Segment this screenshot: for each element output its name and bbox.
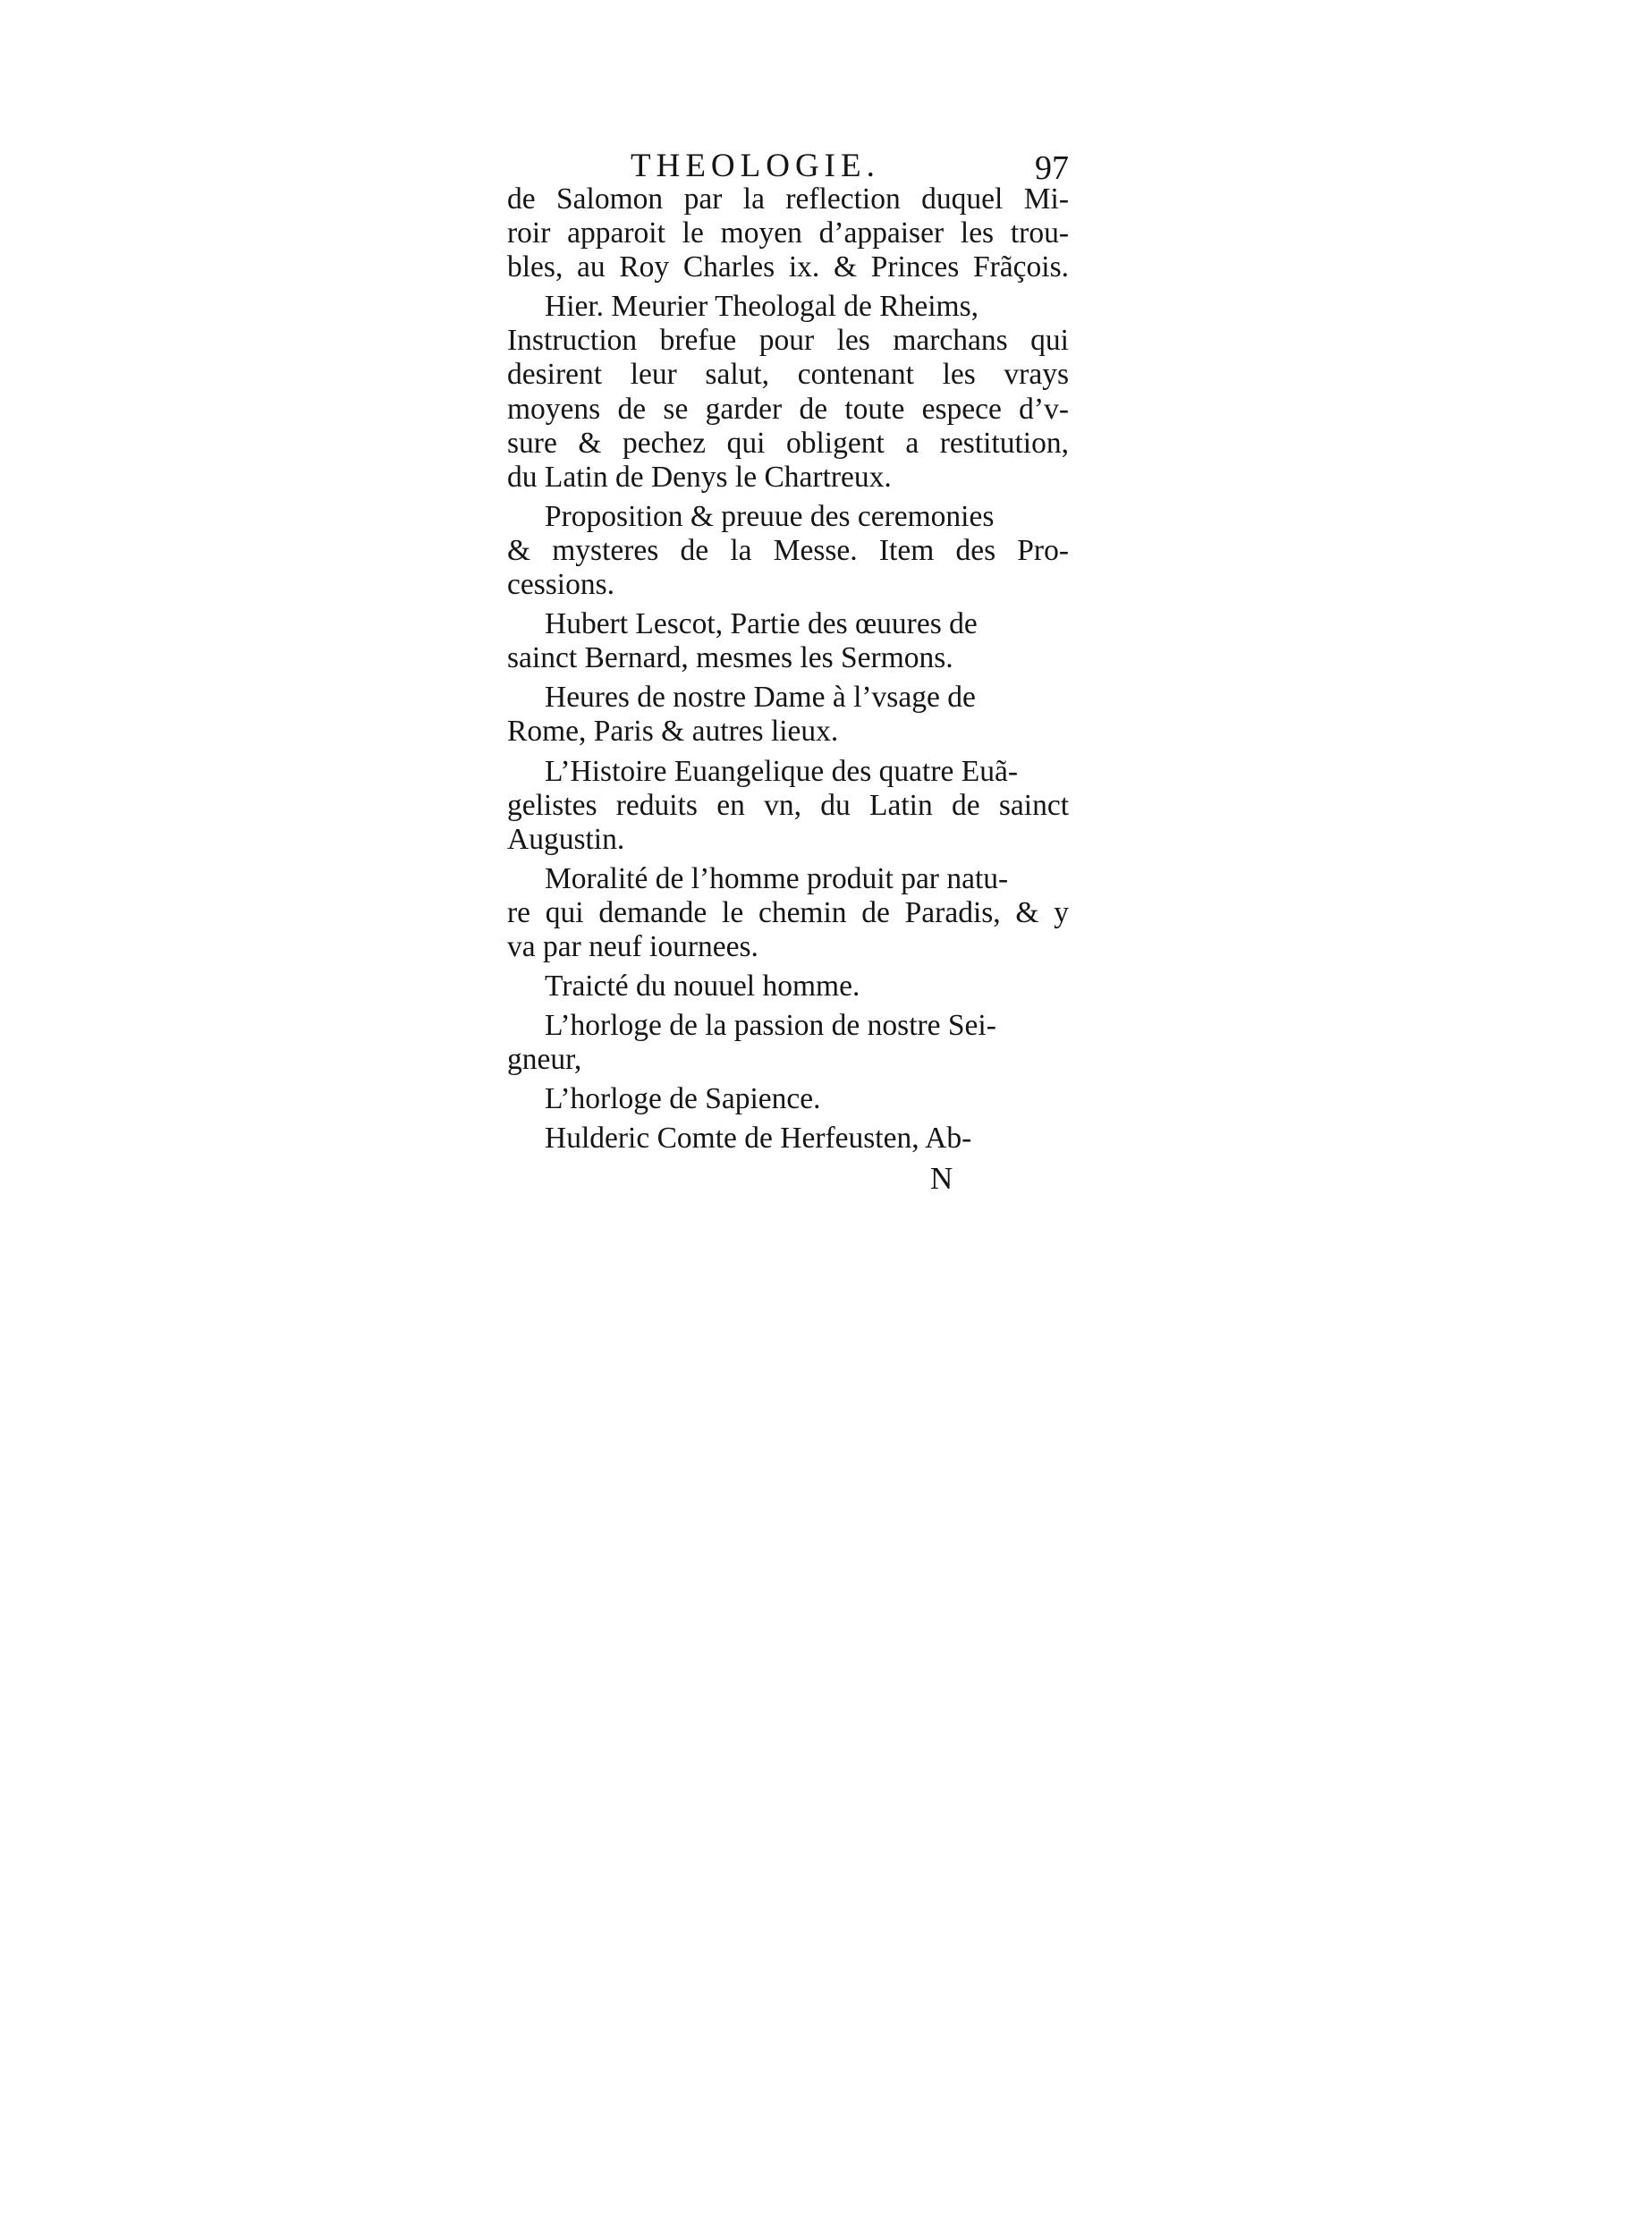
entry: [507, 755, 1069, 857]
entry-line: Hier. Meurier Theologal de Rheims,: [545, 290, 979, 324]
entry-line: Traicté du nouuel homme.: [545, 970, 860, 1004]
entry: [507, 607, 1069, 675]
page-title: THEOLOGIE.: [631, 148, 880, 184]
entry-line: Instruction brefue pour les marchans qui: [507, 324, 1069, 358]
entry-line: du Latin de Denys le Chartreux.: [507, 460, 892, 494]
entry-line: Proposition & preuue des ceremonies: [545, 499, 995, 533]
entry-line: L’horloge de Sapience.: [545, 1082, 821, 1116]
entry-line: roir apparoit le moyen d’appaiser les trou-: [507, 216, 1069, 250]
entry-line: va par neuf iournees.: [507, 929, 758, 963]
entry: [507, 500, 1069, 602]
entry-line: cessions.: [507, 568, 615, 602]
entry: [507, 1122, 1069, 1156]
running-head: [507, 148, 1069, 187]
entry-line: sure & pechez qui obligent a restitution,: [507, 426, 1069, 460]
entry: [507, 1082, 1069, 1116]
entry: [507, 970, 1069, 1004]
entry-line: Hulderic Comte de Herfeusten, Ab-: [545, 1122, 972, 1156]
entry-line: Heures de nostre Dame à l’vsage de: [545, 681, 976, 715]
entry-line: desirent leur salut, contenant les vrays: [507, 358, 1069, 392]
entry-line: moyens de se garder de toute espece d’v-: [507, 392, 1069, 426]
entry-line: & mysteres de la Messe. Item des Pro-: [507, 533, 1069, 567]
entry: [507, 681, 1069, 749]
entry-line: L’horloge de la passion de nostre Sei-: [545, 1009, 996, 1043]
entry-line: re qui demande le chemin de Paradis, & y: [507, 895, 1069, 929]
entry: [507, 182, 1069, 284]
entry-line: gelistes reduits en vn, du Latin de sainct: [507, 788, 1069, 822]
entry-line: Moralité de l’homme produit par natu-: [545, 861, 1009, 895]
entry-line: gneur,: [507, 1043, 582, 1077]
entry-line: L’Histoire Euangelique des quatre Euã-: [545, 754, 1018, 788]
catchword-row: [507, 1162, 1069, 1198]
entry-line: bles, au Roy Charles ix. & Princes Frãçois.: [507, 250, 1069, 284]
text-block: [507, 148, 1069, 1198]
entry-line: Rome, Paris & autres lieux.: [507, 715, 839, 749]
catchword: N: [930, 1160, 953, 1196]
entry-line: de Salomon par la reflection duquel Mi-: [507, 182, 1069, 216]
entry-line: sainct Bernard, mesmes les Sermons.: [507, 641, 953, 675]
entry-line: Augustin.: [507, 822, 625, 856]
entry: [507, 862, 1069, 964]
page-number: 97: [1035, 149, 1069, 187]
entry: [507, 1009, 1069, 1077]
entry: [507, 290, 1069, 495]
entry-line: Hubert Lescot, Partie des œuures de: [545, 607, 978, 641]
